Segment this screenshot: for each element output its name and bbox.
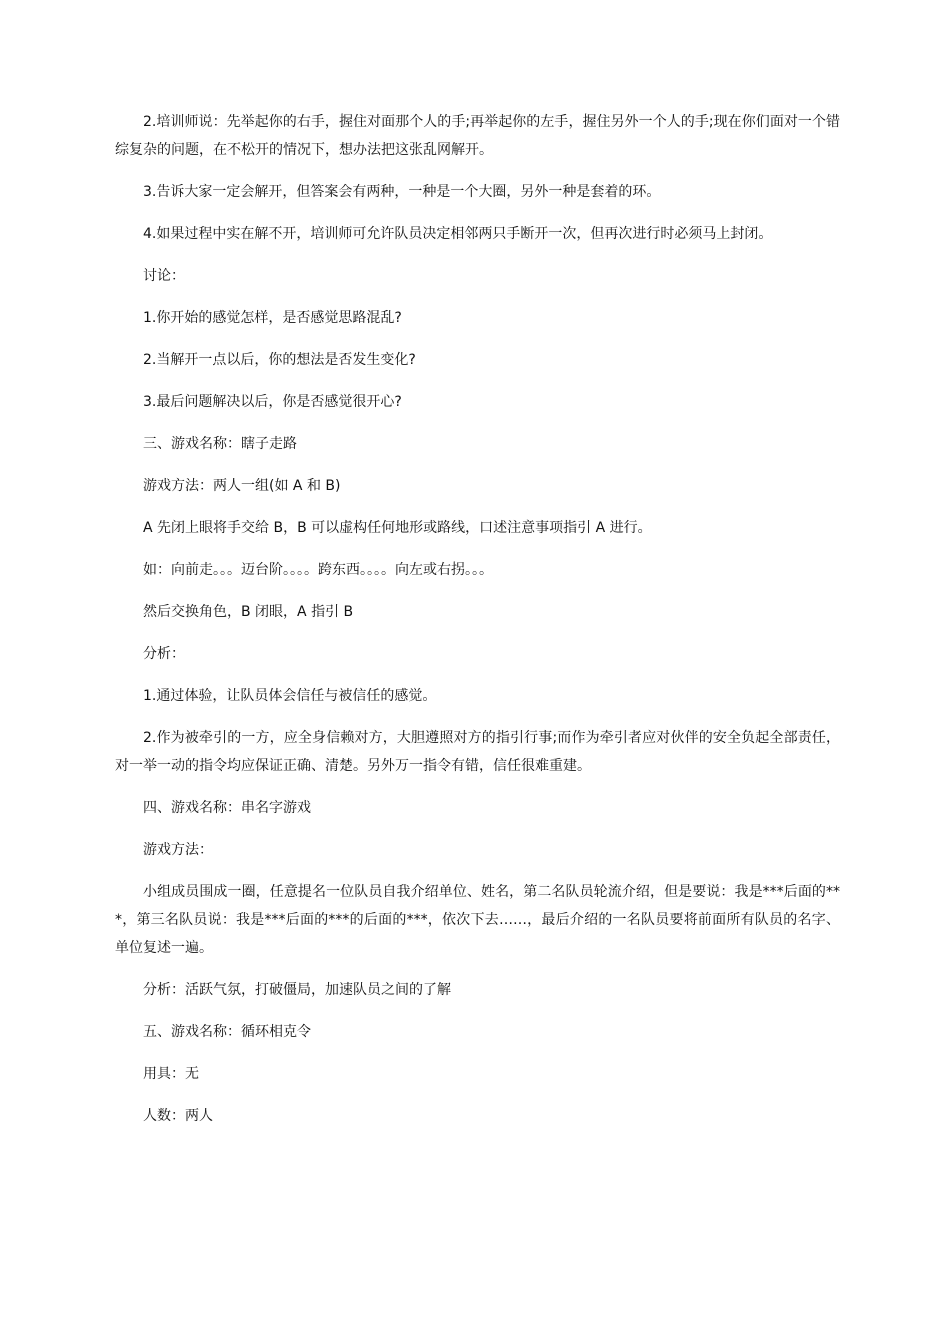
game-instruction-3: A 先闭上眼将手交给 B，B 可以虚构任何地形或路线，口述注意事项指引 A 进行。 <box>143 520 652 536</box>
discussion-question-2: 2.当解开一点以后，你的想法是否发生变化? <box>143 352 416 368</box>
discussion-question-3: 3.最后问题解决以后，你是否感觉很开心? <box>143 394 402 410</box>
analysis-heading-3: 分析： <box>143 646 185 662</box>
game-example-3: 如：向前走。。。迈台阶。。。。跨东西。。。。向左或右拐。。。 <box>143 562 493 578</box>
game-swap-roles-3: 然后交换角色，B 闭眼，A 指引 B <box>143 604 354 620</box>
paragraph-step-2: 2.培训师说：先举起你的右手，握住对面那个人的手;再举起你的左手，握住另外一个人的手;现在你们面对一个错综复杂的问题，在不松开的情况下，想办法把这张乱网解开。 <box>115 114 840 158</box>
game-instruction-4: 小组成员围成一圈，任意提名一位队员自我介绍单位、姓名，第二名队员轮流介绍，但是要说：我是***后面的***，第三名队员说：我是***后面的***的后面的***，依次下去……，最后介绍的一名队员要将前面所有队员的名字、单位复述一遍。 <box>115 884 840 956</box>
section-heading-4: 四、游戏名称：串名字游戏 <box>143 800 311 816</box>
section-heading-3: 三、游戏名称：瞎子走路 <box>143 436 297 452</box>
document-body <box>115 108 840 1144</box>
analysis-point-1: 1.通过体验，让队员体会信任与被信任的感觉。 <box>143 688 437 704</box>
paragraph-step-3: 3.告诉大家一定会解开，但答案会有两种，一种是一个大圈，另外一种是套着的环。 <box>143 184 661 200</box>
equipment-5: 用具：无 <box>143 1066 199 1082</box>
analysis-4: 分析：活跃气氛，打破僵局，加速队员之间的了解 <box>143 982 451 998</box>
section-heading-5: 五、游戏名称：循环相克令 <box>143 1024 311 1040</box>
game-method-4: 游戏方法： <box>143 842 213 858</box>
participants-5: 人数：两人 <box>143 1108 213 1124</box>
paragraph-step-4: 4.如果过程中实在解不开，培训师可允许队员决定相邻两只手断开一次，但再次进行时必须马上封闭。 <box>143 226 773 242</box>
analysis-point-2: 2.作为被牵引的一方，应全身信赖对方，大胆遵照对方的指引行事;而作为牵引者应对伙伴的安全负起全部责任，对一举一动的指令均应保证正确、清楚。另外万一指令有错，信任很难重建。 <box>115 730 840 774</box>
game-method-3: 游戏方法：两人一组(如 A 和 B) <box>143 478 341 494</box>
discussion-question-1: 1.你开始的感觉怎样，是否感觉思路混乱? <box>143 310 402 326</box>
discussion-heading: 讨论： <box>143 268 185 284</box>
